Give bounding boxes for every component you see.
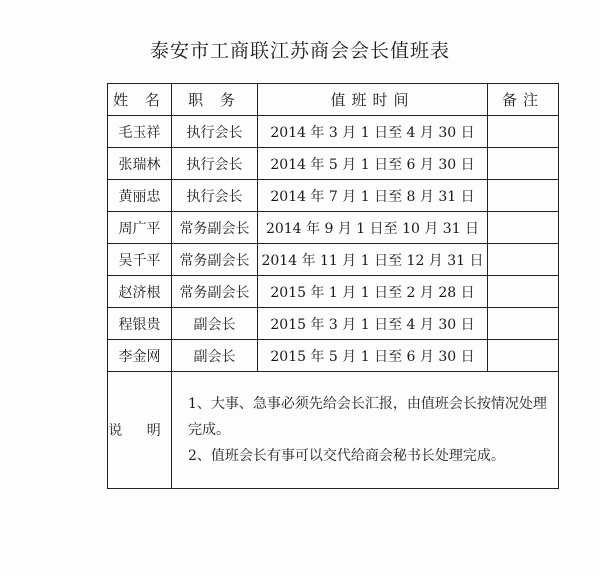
cell-name: 毛玉祥 (108, 116, 172, 148)
cell-remarks (488, 340, 559, 372)
cell-name: 周广平 (108, 212, 172, 244)
cell-name: 赵济根 (108, 276, 172, 308)
cell-remarks (488, 180, 559, 212)
cell-duty-time: 2014 年 9 月 1 日至 10 月 31 日 (258, 212, 488, 244)
cell-position: 副会长 (172, 340, 258, 372)
header-name: 姓 名 (108, 84, 172, 116)
cell-position: 副会长 (172, 308, 258, 340)
note-item: 1、大事、急事必须先给会长汇报，由值班会长按情况处理完成。 (188, 396, 547, 438)
cell-duty-time: 2015 年 1 月 1 日至 2 月 28 日 (258, 276, 488, 308)
cell-remarks (488, 244, 559, 276)
header-remarks: 备注 (488, 84, 559, 116)
cell-position: 常务副会长 (172, 244, 258, 276)
cell-name: 吴千平 (108, 244, 172, 276)
cell-duty-time: 2014 年 7 月 1 日至 8 月 31 日 (258, 180, 488, 212)
cell-duty-time: 2015 年 3 月 1 日至 4 月 30 日 (258, 308, 488, 340)
note-item: 2、值班会长有事可以交代给商会秘书长处理完成。 (188, 448, 505, 464)
table-row (108, 180, 559, 212)
cell-remarks (488, 308, 559, 340)
cell-name: 李金网 (108, 340, 172, 372)
cell-duty-time: 2014 年 11 月 1 日至 12 月 31 日 (258, 244, 488, 276)
cell-position: 执行会长 (172, 148, 258, 180)
cell-duty-time: 2014 年 3 月 1 日至 4 月 30 日 (258, 116, 488, 148)
cell-position: 常务副会长 (172, 212, 258, 244)
cell-position: 执行会长 (172, 116, 258, 148)
cell-duty-time: 2014 年 5 月 1 日至 6 月 30 日 (258, 148, 488, 180)
table-header-row (108, 84, 559, 116)
table-row (108, 116, 559, 148)
cell-name: 张瑞林 (108, 148, 172, 180)
notes-row (108, 372, 559, 489)
table-row (108, 276, 559, 308)
cell-remarks (488, 212, 559, 244)
notes-label: 说 明 (108, 372, 172, 489)
cell-duty-time: 2015 年 5 月 1 日至 6 月 30 日 (258, 340, 488, 372)
table-row (108, 340, 559, 372)
document-title: 泰安市工商联江苏商会会长值班表 (149, 40, 450, 62)
cell-position: 执行会长 (172, 180, 258, 212)
cell-remarks (488, 116, 559, 148)
header-position: 职 务 (172, 84, 258, 116)
table-row (108, 308, 559, 340)
cell-remarks (488, 148, 559, 180)
table-row (108, 244, 559, 276)
cell-name: 黄丽忠 (108, 180, 172, 212)
cell-name: 程银贵 (108, 308, 172, 340)
table-row (108, 148, 559, 180)
duty-roster-table (107, 83, 559, 489)
notes-content (172, 372, 559, 489)
header-duty-time: 值班时间 (258, 84, 488, 116)
table-row (108, 212, 559, 244)
cell-position: 常务副会长 (172, 276, 258, 308)
cell-remarks (488, 276, 559, 308)
